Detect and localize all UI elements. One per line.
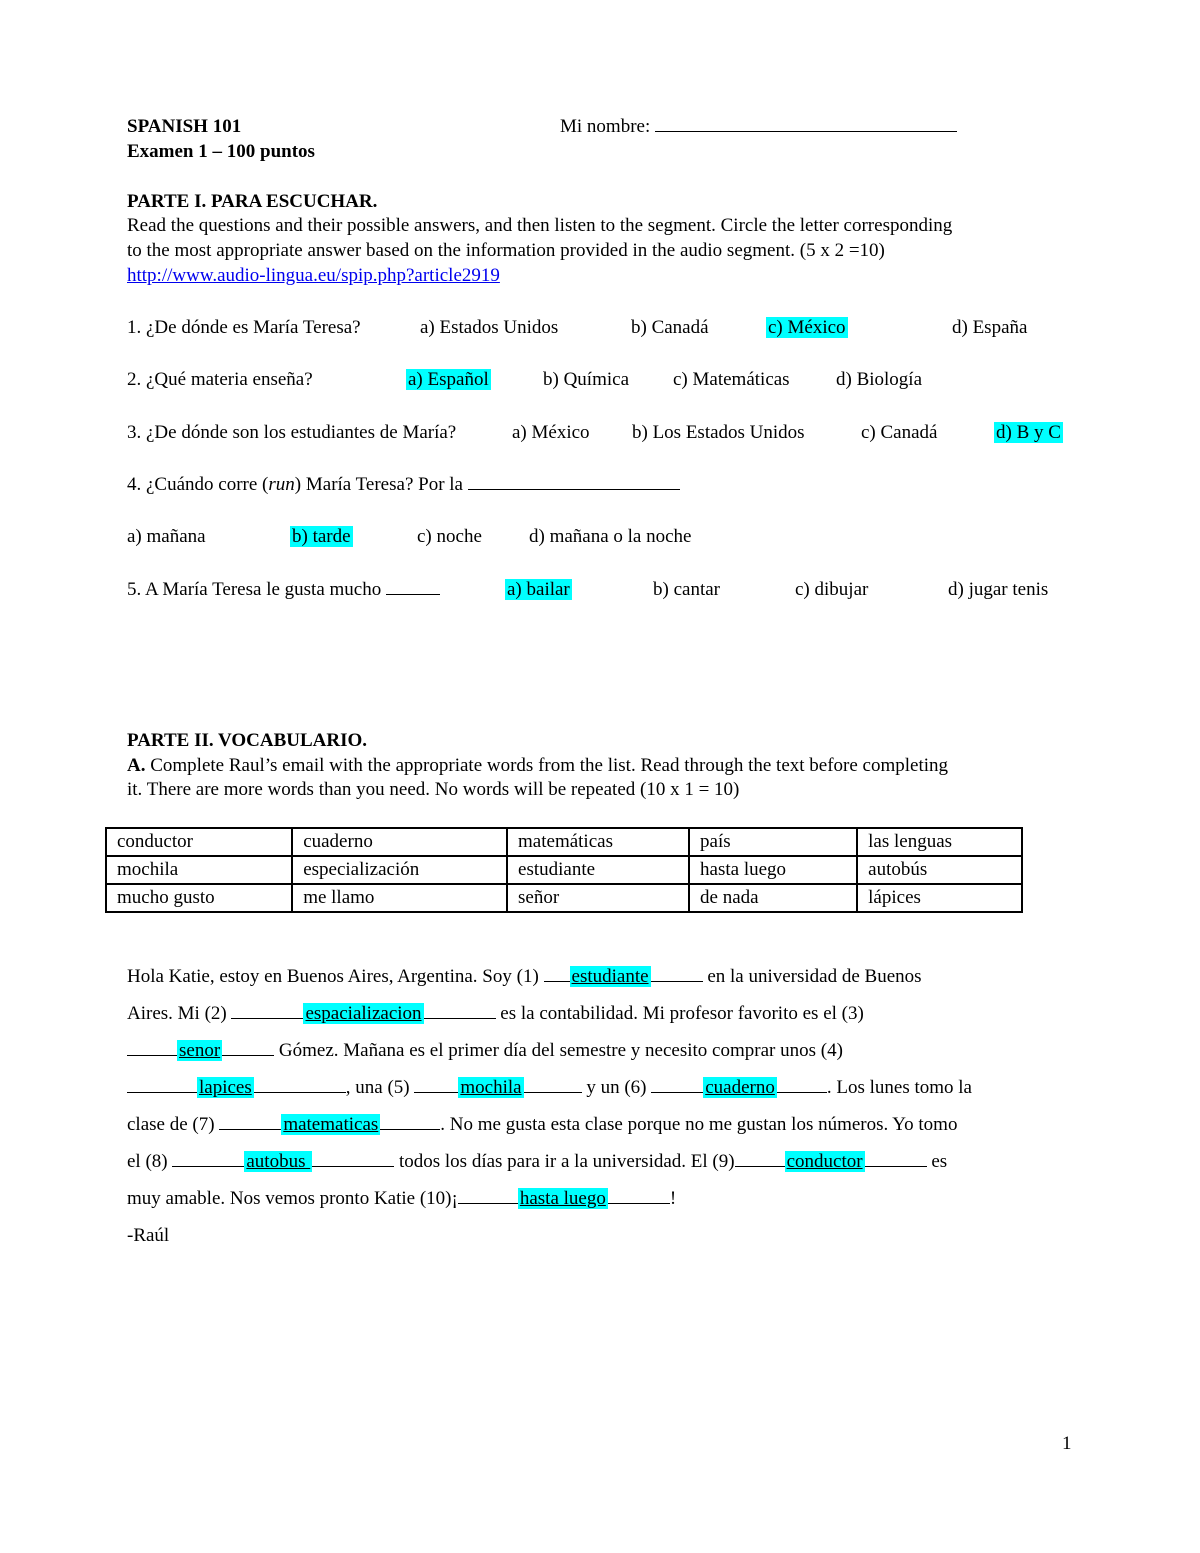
parte2-instructions-2: it. There are more words than you need. No words will be repeated (10 x 1 = 10) <box>127 779 740 800</box>
q5-blank[interactable] <box>386 593 440 595</box>
table-row <box>106 828 1022 856</box>
email-text: . Los lunes tomo la <box>826 1077 972 1098</box>
q2-answer-highlight: a) Español <box>408 369 489 390</box>
word-bank-cell: hasta luego <box>689 856 857 884</box>
q1-option-b[interactable]: b) Canadá <box>631 317 709 338</box>
q3-option-c[interactable]: c) Canadá <box>861 422 938 443</box>
word-bank-cell: mochila <box>106 856 292 884</box>
name-label: Mi nombre: <box>560 116 651 137</box>
parte2-instructions-1-text: Complete Raul’s email with the appropriate words from the list. Read through the text before completing <box>145 755 949 776</box>
exam-subtitle: Examen 1 – 100 puntos <box>127 141 315 162</box>
section-a-label: A. <box>127 755 146 776</box>
q2-option-c[interactable]: c) Matemáticas <box>673 369 790 390</box>
table-row <box>106 884 1022 912</box>
email-line-4 <box>127 1069 972 1106</box>
email-text: Hola Katie, estoy en Buenos Aires, Argentina. Soy (1) <box>127 966 544 987</box>
email-text: el (8) <box>127 1151 173 1172</box>
blank-4-answer[interactable]: lapices <box>199 1077 252 1098</box>
page-number: 1 <box>1062 1433 1072 1454</box>
blank-9-answer[interactable]: conductor <box>786 1151 863 1172</box>
word-bank-cell: país <box>689 828 857 856</box>
email-text: y un (6) <box>586 1077 652 1098</box>
q4-option-c[interactable]: c) noche <box>417 526 482 547</box>
blank-5-answer[interactable]: mochila <box>460 1077 522 1098</box>
word-bank-cell: las lenguas <box>857 828 1022 856</box>
blank-7-answer[interactable]: matematicas <box>283 1114 379 1135</box>
word-bank-cell: señor <box>507 884 689 912</box>
q5-option-a[interactable] <box>505 578 572 602</box>
q4-text-post: ) María Teresa? Por la <box>294 474 463 495</box>
q4-text <box>127 473 680 497</box>
blank-8-answer[interactable]: autobus <box>246 1151 311 1172</box>
q2-option-b[interactable]: b) Química <box>543 369 630 390</box>
course-title: SPANISH 101 <box>127 116 242 137</box>
parte2-title: PARTE II. VOCABULARIO. <box>127 730 368 751</box>
q5-option-d[interactable]: d) jugar tenis <box>948 579 1049 600</box>
word-bank-table <box>105 827 1023 913</box>
parte1-title: PARTE I. PARA ESCUCHAR. <box>127 191 378 212</box>
q4-option-a[interactable]: a) mañana <box>127 526 206 547</box>
email-text: Aires. Mi (2) <box>127 1003 232 1024</box>
blank-10-answer[interactable]: hasta luego <box>519 1188 606 1209</box>
q2-option-d[interactable]: d) Biología <box>836 369 923 390</box>
email-text: en la universidad de Buenos <box>707 966 922 987</box>
email-text: . No me gusta esta clase porque no me gustan los números. Yo tomo <box>440 1114 958 1135</box>
word-bank-cell: matemáticas <box>507 828 689 856</box>
q4-blank[interactable] <box>468 488 680 490</box>
word-bank-cell: autobús <box>857 856 1022 884</box>
word-bank-cell: me llamo <box>292 884 507 912</box>
email-signature: -Raúl <box>127 1225 170 1246</box>
q3-text: 3. ¿De dónde son los estudiantes de María? <box>127 422 457 443</box>
word-bank-cell: especialización <box>292 856 507 884</box>
q1-option-a[interactable]: a) Estados Unidos <box>420 317 559 338</box>
word-bank-cell: mucho gusto <box>106 884 292 912</box>
blank-1-answer[interactable]: estudiante <box>571 966 649 987</box>
q5-option-c[interactable]: c) dibujar <box>795 579 869 600</box>
audio-link[interactable]: http://www.audio-lingua.eu/spip.php?article2919 <box>127 265 500 286</box>
q1-option-c[interactable] <box>766 316 848 340</box>
q2-text: 2. ¿Qué materia enseña? <box>127 369 313 390</box>
blank-2-answer[interactable]: espacializacion <box>305 1003 422 1024</box>
q4-option-d[interactable]: d) mañana o la noche <box>529 526 692 547</box>
name-blank[interactable] <box>655 130 957 132</box>
word-bank-cell: estudiante <box>507 856 689 884</box>
email-line-2 <box>127 995 864 1032</box>
email-text: muy amable. Nos vemos pronto Katie (10)¡ <box>127 1188 458 1209</box>
blank-6-answer[interactable]: cuaderno <box>705 1077 775 1098</box>
email-line-7 <box>127 1180 676 1217</box>
email-line-6 <box>127 1143 947 1180</box>
q4-text-run: run <box>268 474 295 495</box>
q2-option-a[interactable] <box>406 368 491 392</box>
q1-answer-highlight: c) México <box>768 317 846 338</box>
email-text: , una (5) <box>345 1077 415 1098</box>
q3-option-a[interactable]: a) México <box>512 422 590 443</box>
blank-3-answer[interactable]: senor <box>179 1040 221 1061</box>
email-text: todos los días para ir a la universidad. El (9) <box>398 1151 735 1172</box>
email-text: clase de (7) <box>127 1114 220 1135</box>
word-bank-cell: cuaderno <box>292 828 507 856</box>
email-line-3 <box>127 1032 843 1069</box>
q3-option-b[interactable]: b) Los Estados Unidos <box>632 422 805 443</box>
email-line-1 <box>127 958 922 995</box>
parte1-instructions-1: Read the questions and their possible answers, and then listen to the segment. Circle the letter corresponding <box>127 215 953 236</box>
word-bank-cell: conductor <box>106 828 292 856</box>
word-bank-cell: lápices <box>857 884 1022 912</box>
q5-answer-highlight: a) bailar <box>507 579 570 600</box>
email-text: ! <box>669 1188 677 1209</box>
table-row <box>106 856 1022 884</box>
q3-answer-highlight: d) B y C <box>996 422 1061 443</box>
parte1-instructions-2: to the most appropriate answer based on the information provided in the audio segment. (5 x 2 =10) <box>127 240 885 261</box>
email-text: Gómez. Mañana es el primer día del semestre y necesito comprar unos (4) <box>278 1040 843 1061</box>
q4-option-b[interactable] <box>290 525 353 549</box>
email-line-5 <box>127 1106 957 1143</box>
name-field[interactable] <box>560 115 957 139</box>
q1-option-d[interactable]: d) España <box>952 317 1028 338</box>
parte2-instructions-1 <box>127 754 948 778</box>
email-text: es <box>931 1151 948 1172</box>
q5-text <box>127 578 440 602</box>
q4-answer-highlight: b) tarde <box>292 526 351 547</box>
q5-text-label: 5. A María Teresa le gusta mucho <box>127 579 382 600</box>
word-bank-cell: de nada <box>689 884 857 912</box>
q3-option-d[interactable] <box>994 421 1063 445</box>
q4-text-pre: 4. ¿Cuándo corre ( <box>127 474 269 495</box>
q1-text: 1. ¿De dónde es María Teresa? <box>127 317 361 338</box>
email-text: es la contabilidad. Mi profesor favorito es el (3) <box>500 1003 864 1024</box>
q5-option-b[interactable]: b) cantar <box>653 579 720 600</box>
